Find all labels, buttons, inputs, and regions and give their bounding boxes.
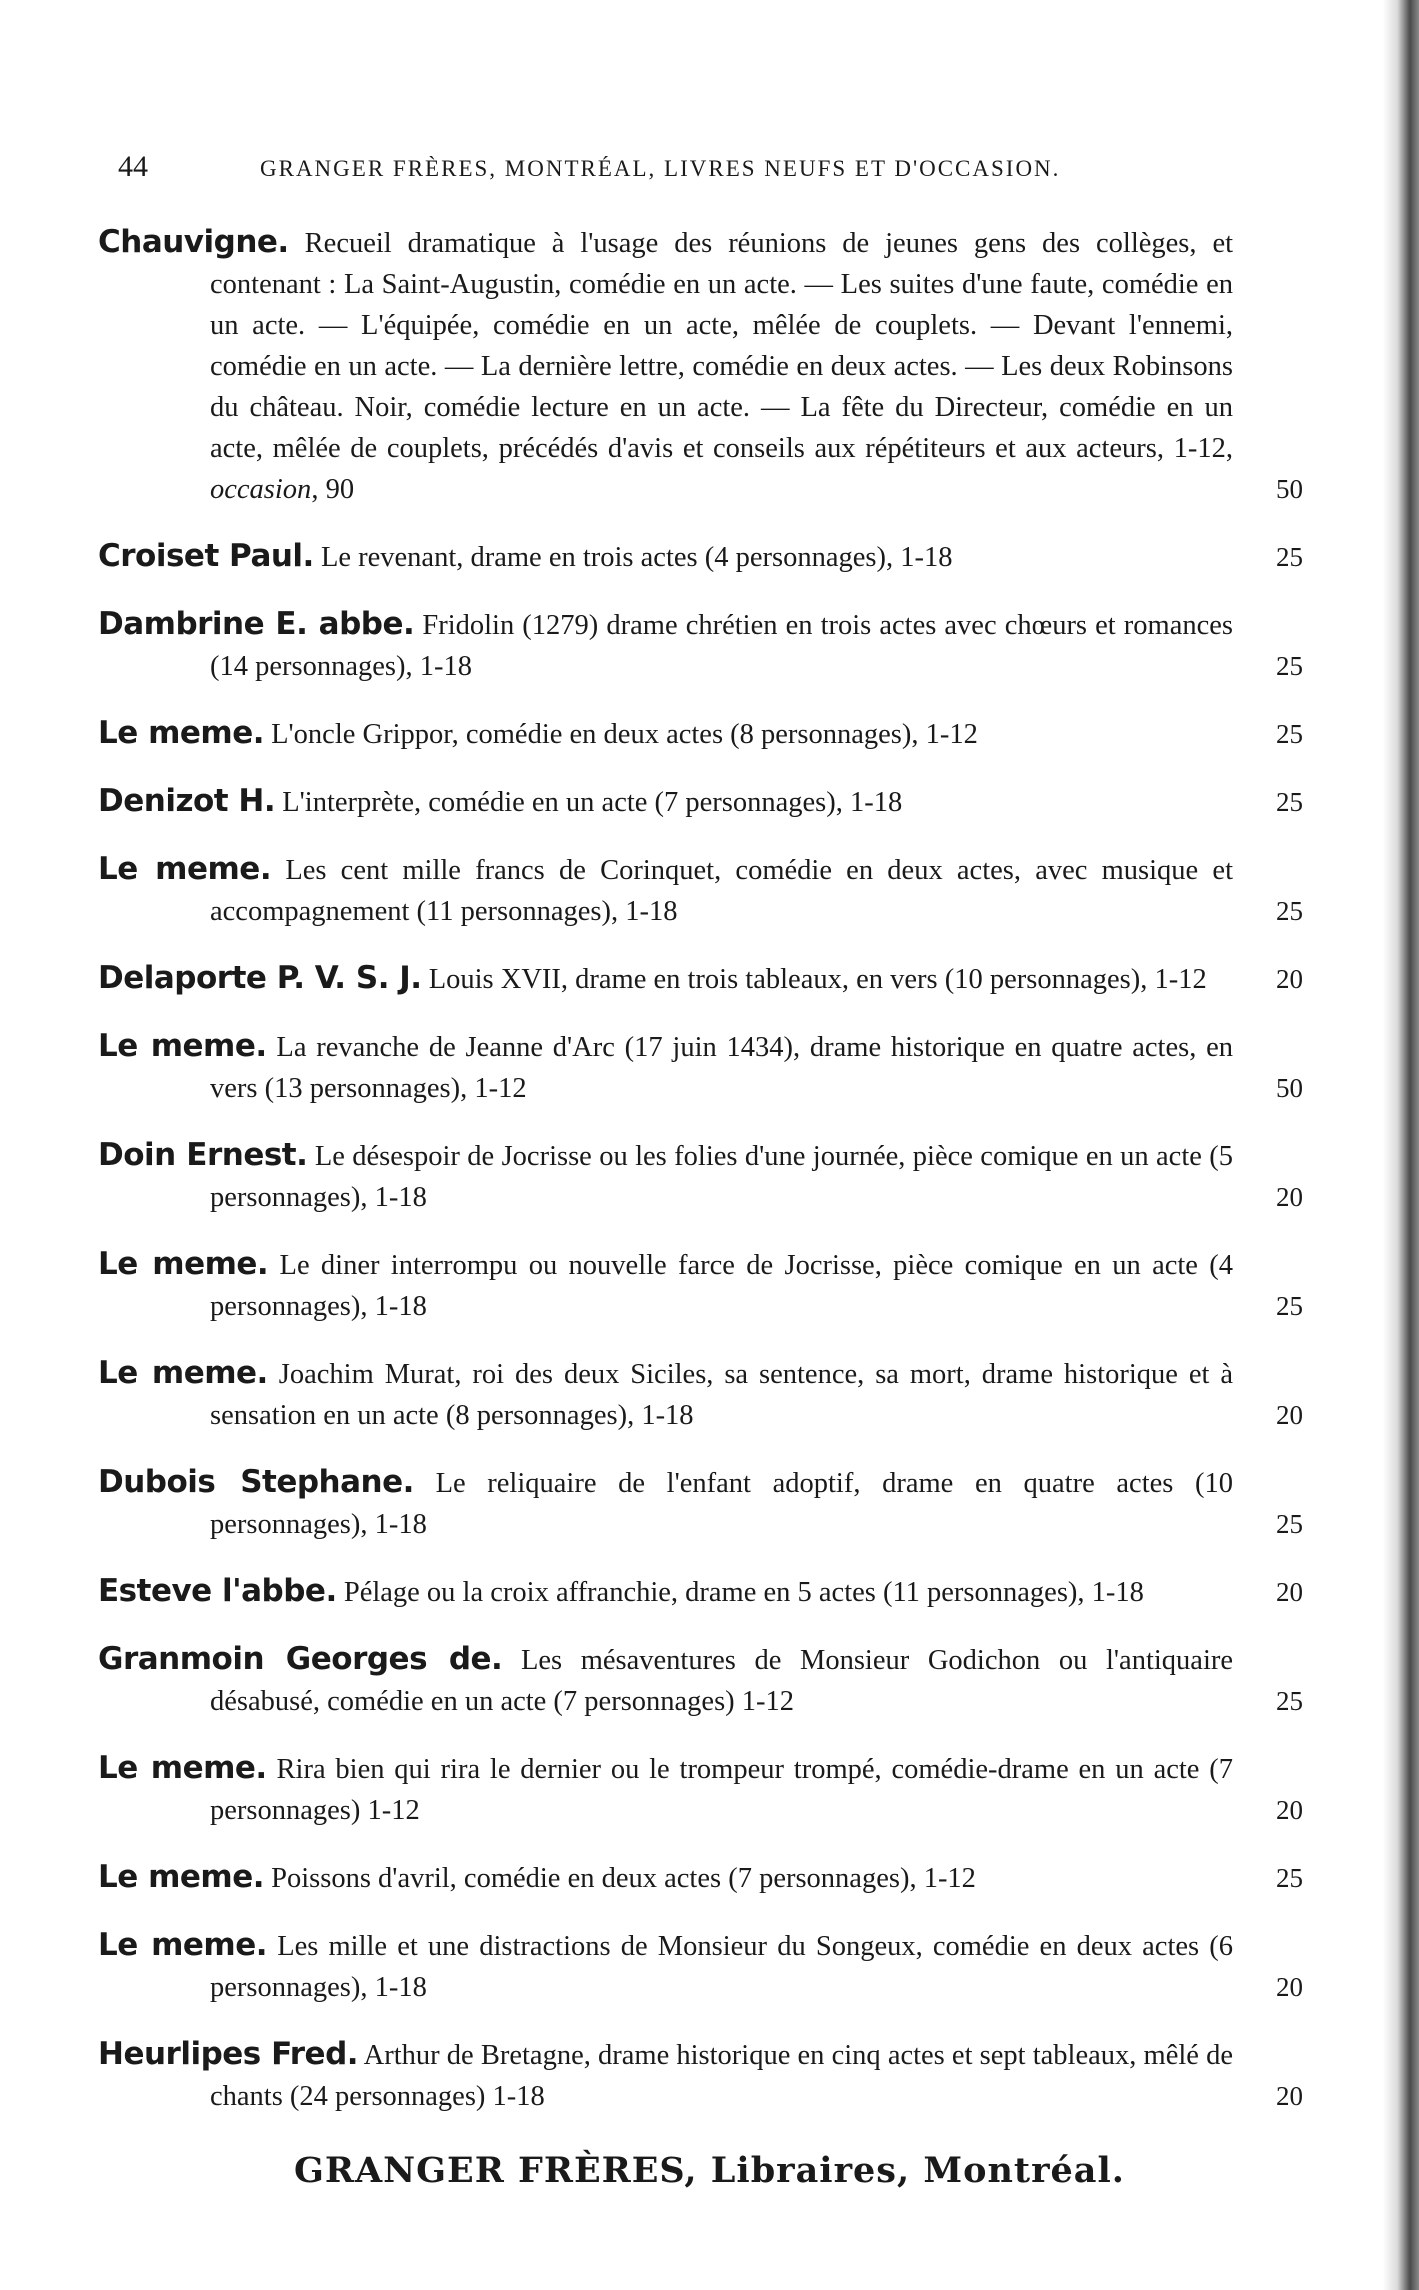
entry-author: Delaporte P. V. S. J. [98, 960, 422, 996]
catalog-entry [98, 1639, 1303, 1722]
entry-price: 20 [1276, 1795, 1303, 1825]
catalog-entry [98, 1925, 1303, 2008]
entry-author: Le meme. [98, 1355, 268, 1391]
entry-description: L'interprète, comédie en un acte (7 personnages), 1-18 [282, 787, 903, 818]
catalog-entry [98, 781, 1303, 823]
entry-text [98, 713, 1233, 755]
entry-text [98, 1353, 1233, 1436]
entry-price: 20 [1276, 2081, 1303, 2111]
entry-text [98, 222, 1233, 510]
entry-description: Poissons d'avril, comédie en deux actes (7 personnages), 1-12 [271, 1863, 976, 1894]
entry-price: 25 [1276, 1863, 1303, 1893]
entry-description: La revanche de Jeanne d'Arc (17 juin 1434), drame historique en quatre actes, en vers (13 personnages), 1-12 [210, 1032, 1233, 1104]
entry-occasion-label: occasion [210, 474, 312, 505]
entry-price: 50 [1276, 1073, 1303, 1103]
entry-description: Le diner interrompu ou nouvelle farce de Jocrisse, pièce comique en un acte (4 personnages), 1-18 [210, 1250, 1233, 1322]
entry-price: 25 [1276, 1686, 1303, 1716]
entry-price: 25 [1276, 651, 1303, 681]
catalog-entry [98, 222, 1303, 510]
entry-author: Doin Ernest. [98, 1137, 308, 1173]
catalog-entry [98, 1135, 1303, 1218]
entry-author: Denizot H. [98, 783, 276, 819]
catalog-entry [98, 604, 1303, 687]
entry-description: Le reliquaire de l'enfant adoptif, drame en quatre actes (10 personnages), 1-18 [210, 1468, 1233, 1540]
entry-description: Fridolin (1279) drame chrétien en trois actes avec chœurs et romances (14 personnages), 1-18 [210, 610, 1233, 682]
entry-price: 25 [1276, 1291, 1303, 1321]
entry-text [98, 1462, 1233, 1545]
catalog-entry [98, 1026, 1303, 1109]
entry-description: Louis XVII, drame en trois tableaux, en vers (10 personnages), 1-12 [428, 964, 1207, 995]
catalog-entry [98, 1857, 1303, 1899]
entry-text [98, 781, 1233, 823]
entry-text [98, 1925, 1233, 2008]
entry-description: Recueil dramatique à l'usage des réunions de jeunes gens des collèges, et contenant : La Saint-Augustin, comédie en un acte. — Les suites d'une faute, comédie en un acte. — L'équipée, comédie en un acte, mêlée de couplets. — Devant l'ennemi, comédie en un acte. — La dernière lettre, comédie en deux actes. — Les deux Robinsons du château. Noir, comédie lecture en un acte. — La fête du Directeur, comédie en un acte, mêlée de couplets, précédés d'avis et conseils aux répétiteurs et aux acteurs, 1-12, [210, 228, 1234, 464]
footer-imprint: GRANGER FRÈRES, Libraires, Montréal. [294, 2150, 1125, 2191]
entry-author: Le meme. [98, 1750, 267, 1786]
entry-text [98, 958, 1233, 1000]
catalog-entry [98, 1244, 1303, 1327]
entry-author: Le meme. [98, 715, 265, 751]
entry-text [98, 1026, 1233, 1109]
catalog-entry [98, 1748, 1303, 1831]
entry-text [98, 849, 1233, 932]
entry-author: Esteve l'abbe. [98, 1573, 337, 1609]
entry-description: L'oncle Grippor, comédie en deux actes (8 personnages), 1-12 [271, 719, 978, 750]
entry-author: Le meme. [98, 851, 272, 887]
catalog-entry [98, 1462, 1303, 1545]
entry-price: 20 [1276, 1972, 1303, 2002]
entry-author: Chauvigne. [98, 224, 289, 260]
entry-author: Dubois Stephane. [98, 1464, 414, 1500]
entry-price: 50 [1276, 474, 1303, 504]
entry-description: Rira bien qui rira le dernier ou le trompeur trompé, comédie-drame en un acte (7 personnages) 1-12 [210, 1754, 1234, 1826]
entry-author: Dambrine E. abbe. [98, 606, 415, 642]
header-title: GRANGER FRÈRES, MONTRÉAL, LIVRES NEUFS ET D'OCCASION. [260, 156, 1061, 181]
entry-author: Heurlipes Fred. [98, 2036, 359, 2072]
catalog-entries [98, 222, 1303, 2143]
entry-author: Le meme. [98, 1927, 268, 1963]
entry-price: 20 [1276, 1577, 1303, 1607]
entry-text [98, 1571, 1233, 1613]
entry-text [98, 2034, 1233, 2117]
entry-author: Le meme. [98, 1246, 269, 1282]
catalog-entry [98, 849, 1303, 932]
entry-description: Les mésaventures de Monsieur Godichon ou l'antiquaire désabusé, comédie en un acte (7 personnages) 1-12 [210, 1645, 1233, 1717]
entry-text [98, 604, 1233, 687]
catalog-entry [98, 1571, 1303, 1613]
entry-description: Pélage ou la croix affranchie, drame en 5 actes (11 personnages), 1-18 [343, 1577, 1144, 1608]
page-number: 44 [118, 150, 148, 183]
entry-text [98, 1857, 1233, 1899]
entry-text [98, 536, 1233, 578]
catalog-entry [98, 713, 1303, 755]
scan-edge-shadow [1383, 0, 1419, 2290]
entry-price: 25 [1276, 542, 1303, 572]
entry-price: 25 [1276, 896, 1303, 926]
entry-description: Les mille et une distractions de Monsieur du Songeux, comédie en deux actes (6 personnages), 1-18 [210, 1931, 1233, 2003]
entry-description: Joachim Murat, roi des deux Siciles, sa sentence, sa mort, drame historique et à sensation en un acte (8 personnages), 1-18 [210, 1359, 1234, 1431]
entry-author: Croiset Paul. [98, 538, 314, 574]
entry-description: Le désespoir de Jocrisse ou les folies d'une journée, pièce comique en un acte (5 personnages), 1-18 [210, 1141, 1234, 1213]
entry-price: 20 [1276, 1182, 1303, 1212]
running-head [118, 150, 1298, 190]
entry-text [98, 1135, 1233, 1218]
entry-description: Les cent mille francs de Corinquet, comédie en deux actes, avec musique et accompagnement (11 personnages), 1-18 [210, 855, 1233, 927]
catalog-entry [98, 536, 1303, 578]
catalog-entry [98, 1353, 1303, 1436]
entry-price: 20 [1276, 964, 1303, 994]
entry-text [98, 1748, 1233, 1831]
entry-author: Le meme. [98, 1028, 267, 1064]
catalog-entry [98, 958, 1303, 1000]
entry-tail: , 90 [311, 474, 355, 505]
catalog-entry [98, 2034, 1303, 2117]
entry-price: 25 [1276, 1509, 1303, 1539]
entry-author: Le meme. [98, 1859, 265, 1895]
entry-price: 25 [1276, 787, 1303, 817]
entry-text [98, 1639, 1233, 1722]
entry-price: 20 [1276, 1400, 1303, 1430]
entry-text [98, 1244, 1233, 1327]
entry-price: 25 [1276, 719, 1303, 749]
entry-description: Le revenant, drame en trois actes (4 personnages), 1-18 [320, 542, 953, 573]
entry-description: Arthur de Bretagne, drame historique en cinq actes et sept tableaux, mêlé de chants (24 personnages) 1-18 [210, 2040, 1234, 2112]
entry-author: Granmoin Georges de. [98, 1641, 503, 1677]
